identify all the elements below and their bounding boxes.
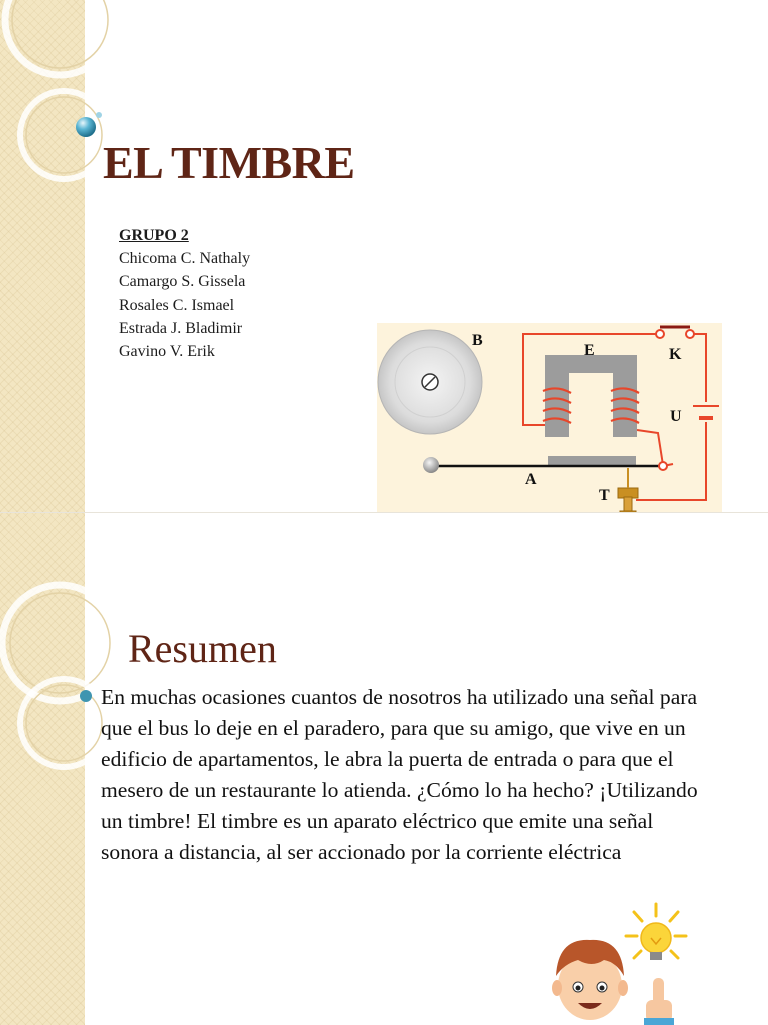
armature-a (423, 456, 667, 473)
slide-resumen (0, 512, 768, 1025)
label-battery: U (670, 408, 682, 425)
label-armature: A (525, 471, 537, 488)
author-item: Rosales C. Ismael (119, 296, 235, 314)
label-bell: B (472, 332, 483, 349)
battery-u (693, 406, 719, 418)
summary-paragraph: En muchas ocasiones cuantos de nosotros ha utilizado una señal para que el bus lo deje en el paradero, para que su amigo, que vive en un edificio de apartamentos, le abra la puerta de entrada o para que el mesero de un restaurante lo atienda. ¿Cómo lo ha hecho? ¡Utilizando un timbre! El timbre es un aparato eléctrico que emite una señal sonora a distancia, al ser accionado por la corriente eléctrica (101, 685, 698, 864)
author-list (119, 224, 250, 363)
label-electromagnet: E (584, 342, 595, 359)
contact-t (618, 468, 638, 512)
boy-face (552, 940, 628, 1020)
label-contact: T (599, 487, 610, 504)
label-switch: K (669, 346, 682, 363)
author-item: Gavino V. Erik (119, 343, 215, 361)
bell-gong (378, 330, 482, 434)
author-item: Camargo S. Gissela (119, 273, 246, 291)
section-heading: Resumen (128, 626, 277, 671)
author-item: Estrada J. Bladimir (119, 319, 243, 337)
group-label: GRUPO 2 (119, 227, 189, 244)
page-title: EL TIMBRE (103, 137, 355, 188)
author-item: Chicoma C. Nathaly (119, 250, 251, 268)
lightbulb-icon (626, 904, 686, 960)
switch-k (656, 327, 694, 338)
sphere-icon (0, 0, 110, 150)
slide-title (0, 0, 768, 512)
bullet-icon (80, 690, 92, 702)
electromagnet-e (543, 355, 639, 437)
pointing-hand (644, 978, 674, 1025)
bell-circuit-diagram (377, 323, 722, 512)
idea-character-illustration (494, 888, 734, 1025)
